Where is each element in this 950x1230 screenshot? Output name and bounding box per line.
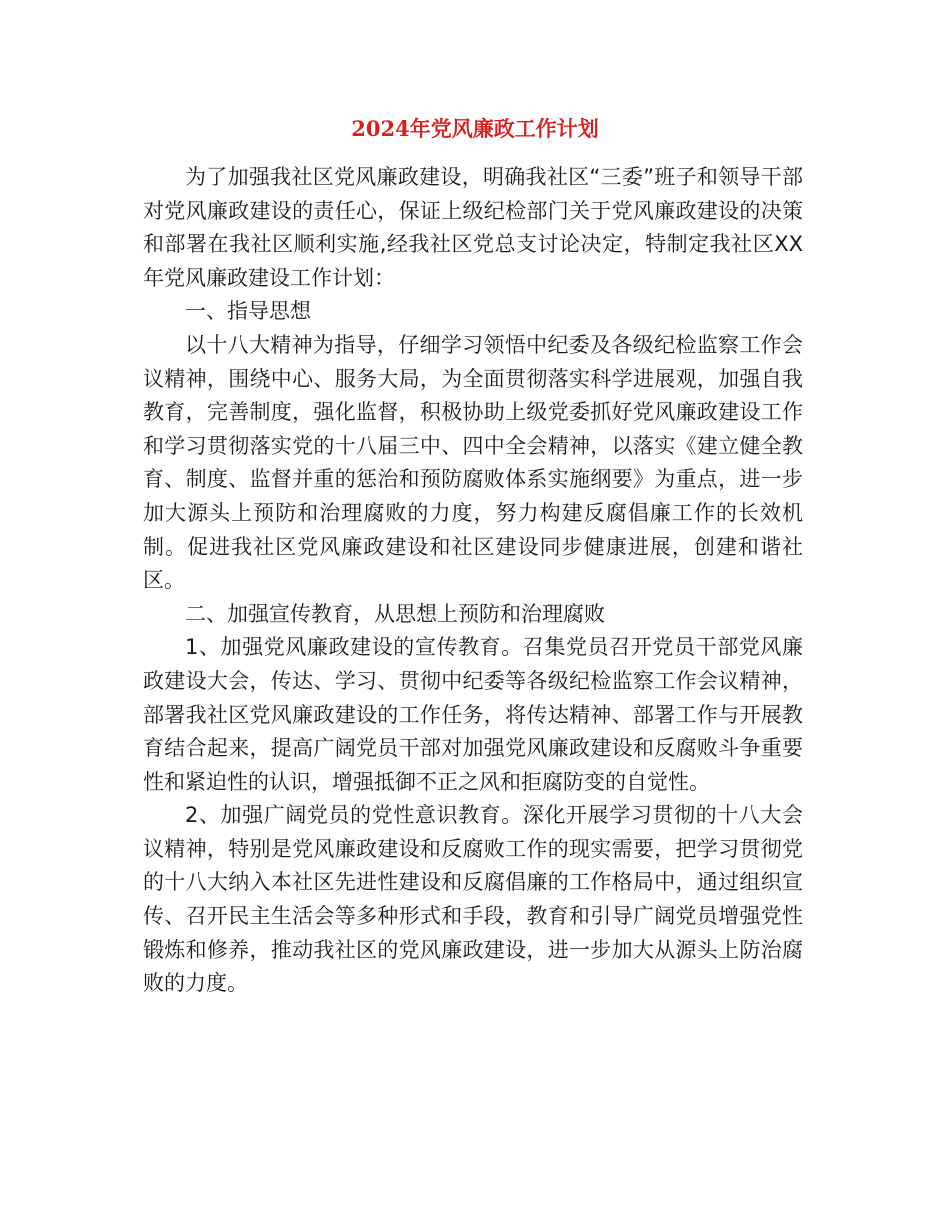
intro-paragraph: 为了加强我社区党风廉政建设，明确我社区“三委”班子和领导干部对党风廉政建设的责任心，保证上级纪检部门关于党风廉政建设的决策和部署在我社区顺利实施,经我社区党总支讨论决定，特制定我社区XX年党风廉政建设工作计划： <box>143 165 803 290</box>
guiding-ideology-paragraph: 以十八大精神为指导，仔细学习领悟中纪委及各级纪检监察工作会议精神，围绕中心、服务大局，为全面贯彻落实科学进展观，加强自我教育，完善制度，强化监督，积极协助上级党委抓好党风廉政建设工作和学习贯彻落实党的十八届三中、四中全会精神，以落实《建立健全教育、制度、监督并重的惩治和预防腐败体系实施纲要》为重点，进一步加大源头上预防和治理腐败的力度，努力构建反腐倡廉工作的长效机制。促进我社区党风廉政建设和社区建设同步健康进展，创建和谐社区。 <box>143 332 803 593</box>
item-1-paragraph: 1、加强党风廉政建设的宣传教育。召集党员召开党员干部党风廉政建设大会，传达、学习、贯彻中纪委等各级纪检监察工作会议精神，部署我社区党风廉政建设的工作任务，将传达精神、部署工作与开展教育结合起来，提高广阔党员干部对加强党风廉政建设和反腐败斗争重要性和紧迫性的认识，增强抵御不正之风和拒腐防变的自觉性。 <box>143 635 803 794</box>
section-heading-guiding-ideology: 一、指导思想 <box>185 299 311 324</box>
document-title: 2024年党风廉政工作计划 <box>351 116 599 141</box>
document-body <box>143 161 803 1001</box>
section-heading-publicity-education: 二、加强宣传教育，从思想上预防和治理腐败 <box>185 601 605 626</box>
item-2-paragraph: 2、加强广阔党员的党性意识教育。深化开展学习贯彻的十八大会议精神，特别是党风廉政建设和反腐败工作的现实需要，把学习贯彻党的十八大纳入本社区先进性建设和反腐倡廉的工作格局中，通过组织宣传、召开民主生活会等多种形式和手段，教育和引导广阔党员增强党性锻炼和修养，推动我社区的党风廉政建设，进一步加大从源头上防治腐败的力度。 <box>143 803 803 996</box>
